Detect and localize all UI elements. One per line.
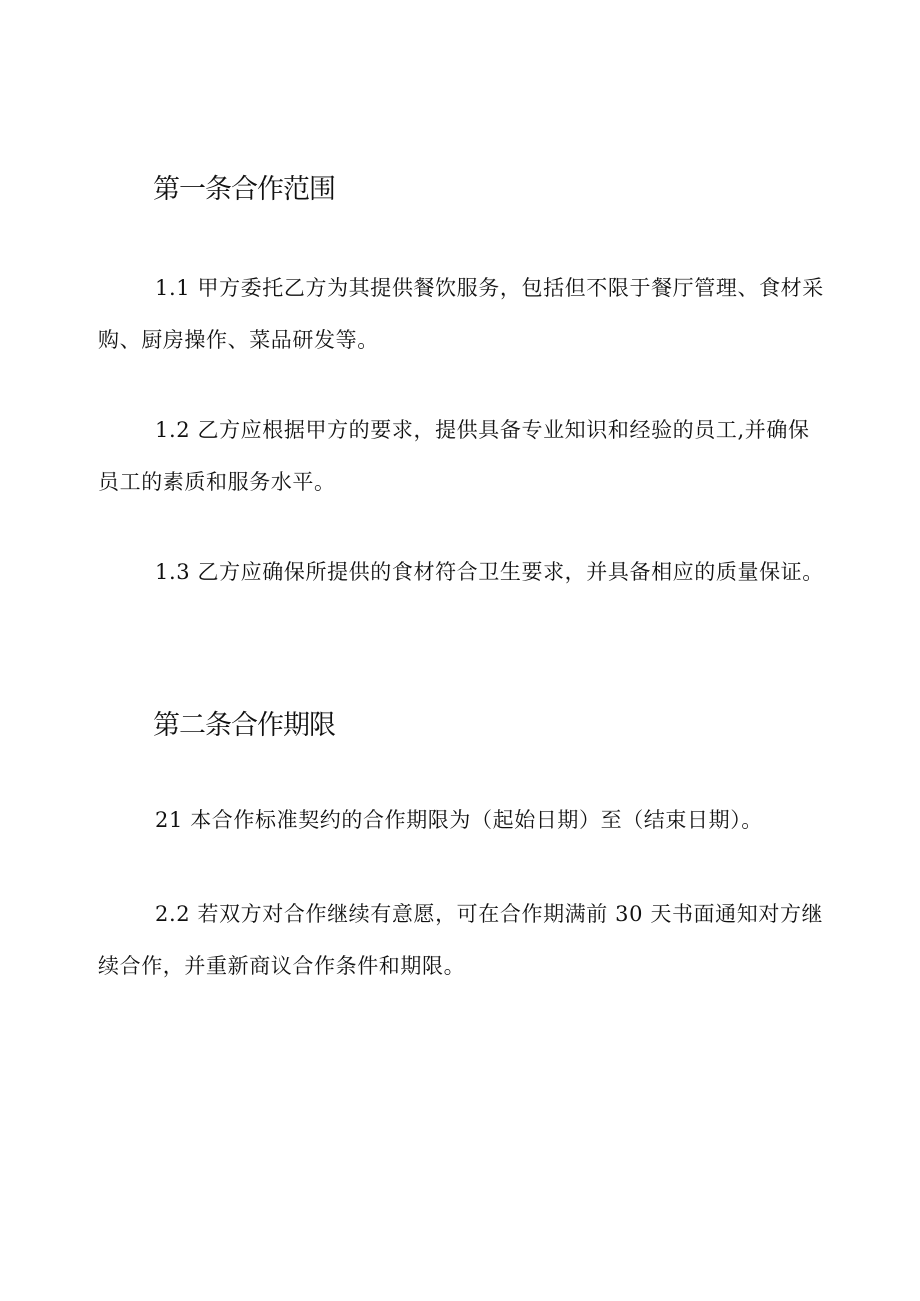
clause-2-2: 2.2 若双方对合作继续有意愿，可在合作期满前 30 天书面通知对方继续合作，并重新商议合作条件和期限。 bbox=[98, 902, 824, 978]
clause-1-3: 1.3 乙方应确保所提供的食材符合卫生要求，并具备相应的质量保证。 bbox=[155, 560, 824, 584]
clause-1-1: 1.1 甲方委托乙方为其提供餐饮服务，包括但不限于餐厅管理、食材采购、厨房操作、菜品研发等。 bbox=[98, 276, 824, 352]
section-title-scope: 第一条合作范围 bbox=[153, 174, 335, 205]
section-title-term: 第二条合作期限 bbox=[153, 710, 335, 741]
clause-1-2: 1.2 乙方应根据甲方的要求，提供具备专业知识和经验的员工,并确保员工的素质和服务水平。 bbox=[98, 418, 810, 494]
clause-2-1: 21 本合作标准契约的合作期限为（起始日期）至（结束日期）。 bbox=[155, 808, 763, 832]
